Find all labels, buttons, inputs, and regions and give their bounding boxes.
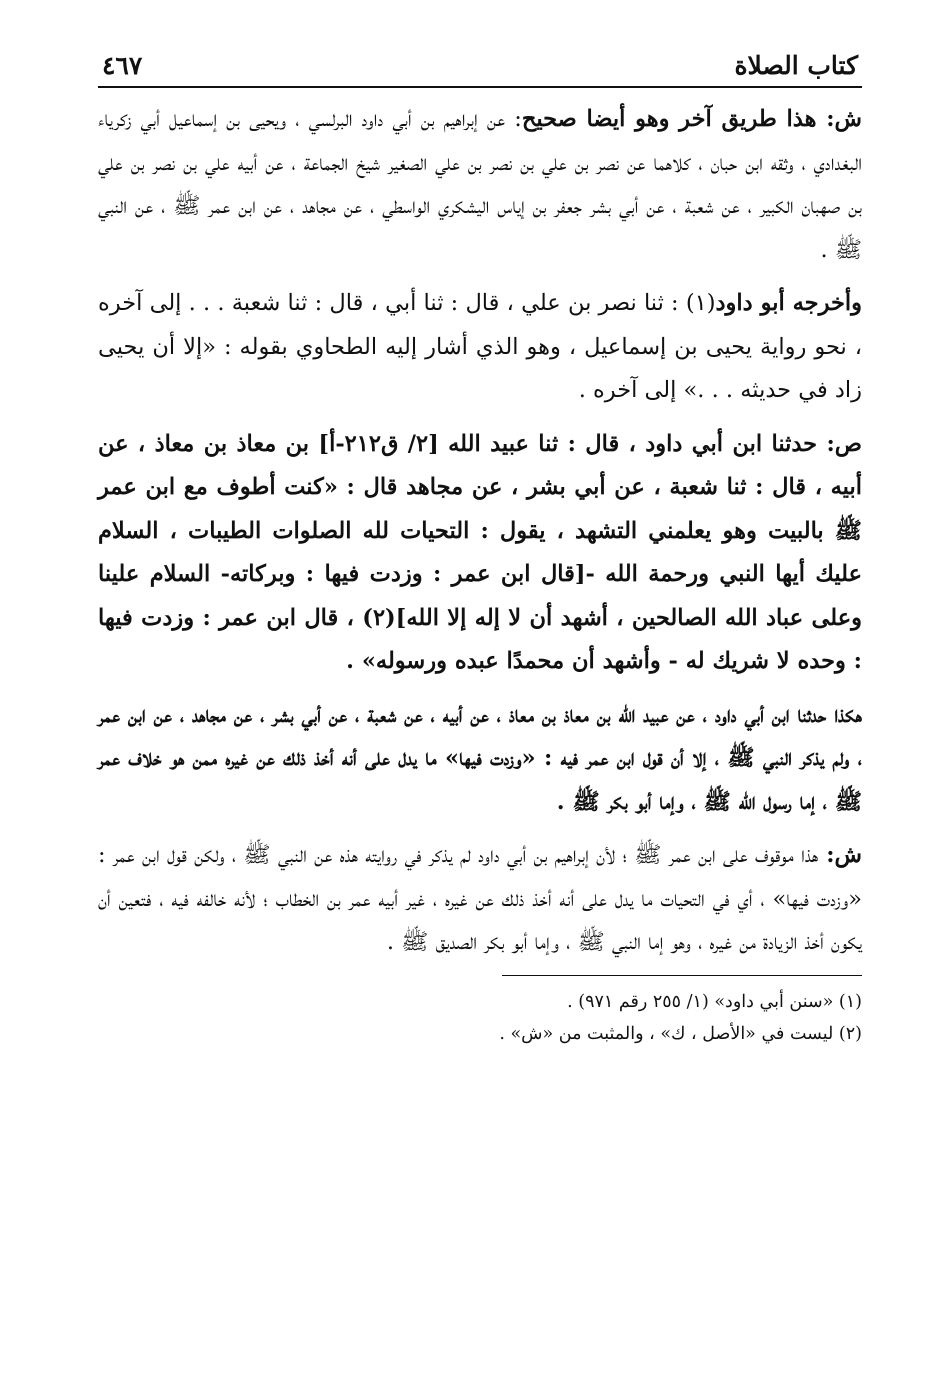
paragraph-4 xyxy=(98,694,862,825)
paragraph-5 xyxy=(98,834,862,965)
paragraph-3 xyxy=(98,423,862,684)
paragraph-bold-text: هذا طريق آخر وهو أيضا صحيح xyxy=(521,106,817,132)
paragraph-text: هذا موقوف على ابن عمر ﷺ ؛ لأن إبراهيم بن أبي داود لم يذكر في روايته هذه عن النبي ﷺ ، ولكن قول ابن عمر : «وزدت فيها» ، أي في التحيات ما يدل على أنه أخذ ذلك عن غيره ، غير أبيه عمر بن الخطاب ؛ لأنه خالفه فيه ، فتعين أن يكون أخذ الزيادة من غيره ، وهو إما النبي ﷺ ، وإما أبو بكر الصديق ﷺ . xyxy=(98,842,862,955)
paragraph-text: (١) : ثنا نصر بن علي ، قال : ثنا أبي ، قال : ثنا شعبة . . . إلى آخره ، نحو رواية يحيى بن إسماعيل ، وهو الذي أشار إليه الطحاوي بقوله : «إلا أن يحيى زاد في حديثه . . .» إلى آخره . xyxy=(98,290,862,403)
paragraph-label: وأخرجه أبو داود xyxy=(715,290,863,316)
page-body xyxy=(98,98,862,965)
paragraph-2 xyxy=(98,282,862,413)
page-number: ٤٦٧ xyxy=(102,51,143,80)
running-title: كتاب الصلاة xyxy=(734,51,858,80)
paragraph-label: ش: xyxy=(818,842,862,868)
footnotes xyxy=(98,986,862,1050)
paragraph-bold-text: هكذا حدثنا ابن أبي داود ، عن عبيد الله بن معاذ بن معاذ ، عن أبيه ، عن شعبة ، عن أبي بشر ، عن مجاهد ، عن ابن عمر ، ولم يذكر النبي ﷺ ، إلا أن قول ابن عمر فيه : «وزدت فيها» ما يدل على أنه أخذ ذلك عن غيره ممن هو خلاف عمر ﷺ ، إما رسول الله ﷺ ، وإما أبو بكر ﷺ . xyxy=(98,701,862,815)
book-page xyxy=(98,30,862,1050)
footnote-item: (٢) ليست في «الأصل ، ك» ، والمثبت من «ش» . xyxy=(499,1023,862,1044)
footnote-divider xyxy=(502,975,862,976)
paragraph-1 xyxy=(98,98,862,272)
paragraph-label: ص: xyxy=(817,430,862,457)
paragraph-bold-text: حدثنا ابن أبي داود ، قال : ثنا عبيد الله [٢/ ق٢١٢-أ] بن معاذ بن معاذ ، عن أبيه ، قال : ثنا شعبة ، عن أبي بشر ، عن مجاهد قال : «كنت أطوف مع ابن عمر ﷺ بالبيت وهو يعلمني التشهد ، يقول : التحيات لله الصلوات الطيبات ، السلام عليك أيها النبي ورحمة الله -[قال ابن عمر : وزدت فيها : وبركاته- السلام علينا وعلى عباد الله الصالحين ، أشهد أن لا إله إلا الله](٢) ، قال ابن عمر : وزدت فيها : وحده لا شريك له - وأشهد أن محمدًا عبده ورسوله» . xyxy=(98,430,862,674)
paragraph-text: : عن إبراهيم بن أبي داود البرلسي ، ويحيى بن إسماعيل أبي زكرياء البغدادي ، وثقه ابن حبان ، كلاهما عن نصر بن علي بن نصر بن علي الصغير شيخ الجماعة ، عن أبيه علي بن نصر بن علي بن صهبان الكبير ، عن شعبة ، عن أبي بشر جعفر بن إياس اليشكري الواسطي ، عن مجاهد ، عن ابن عمر ﷺ ، عن النبي ﷺ . xyxy=(98,106,862,263)
paragraph-label: ش: xyxy=(816,106,862,132)
page-header xyxy=(98,30,862,88)
footnote-item: (١) «سنن أبي داود» (١/ ٢٥٥ رقم ٩٧١) . xyxy=(567,991,862,1012)
